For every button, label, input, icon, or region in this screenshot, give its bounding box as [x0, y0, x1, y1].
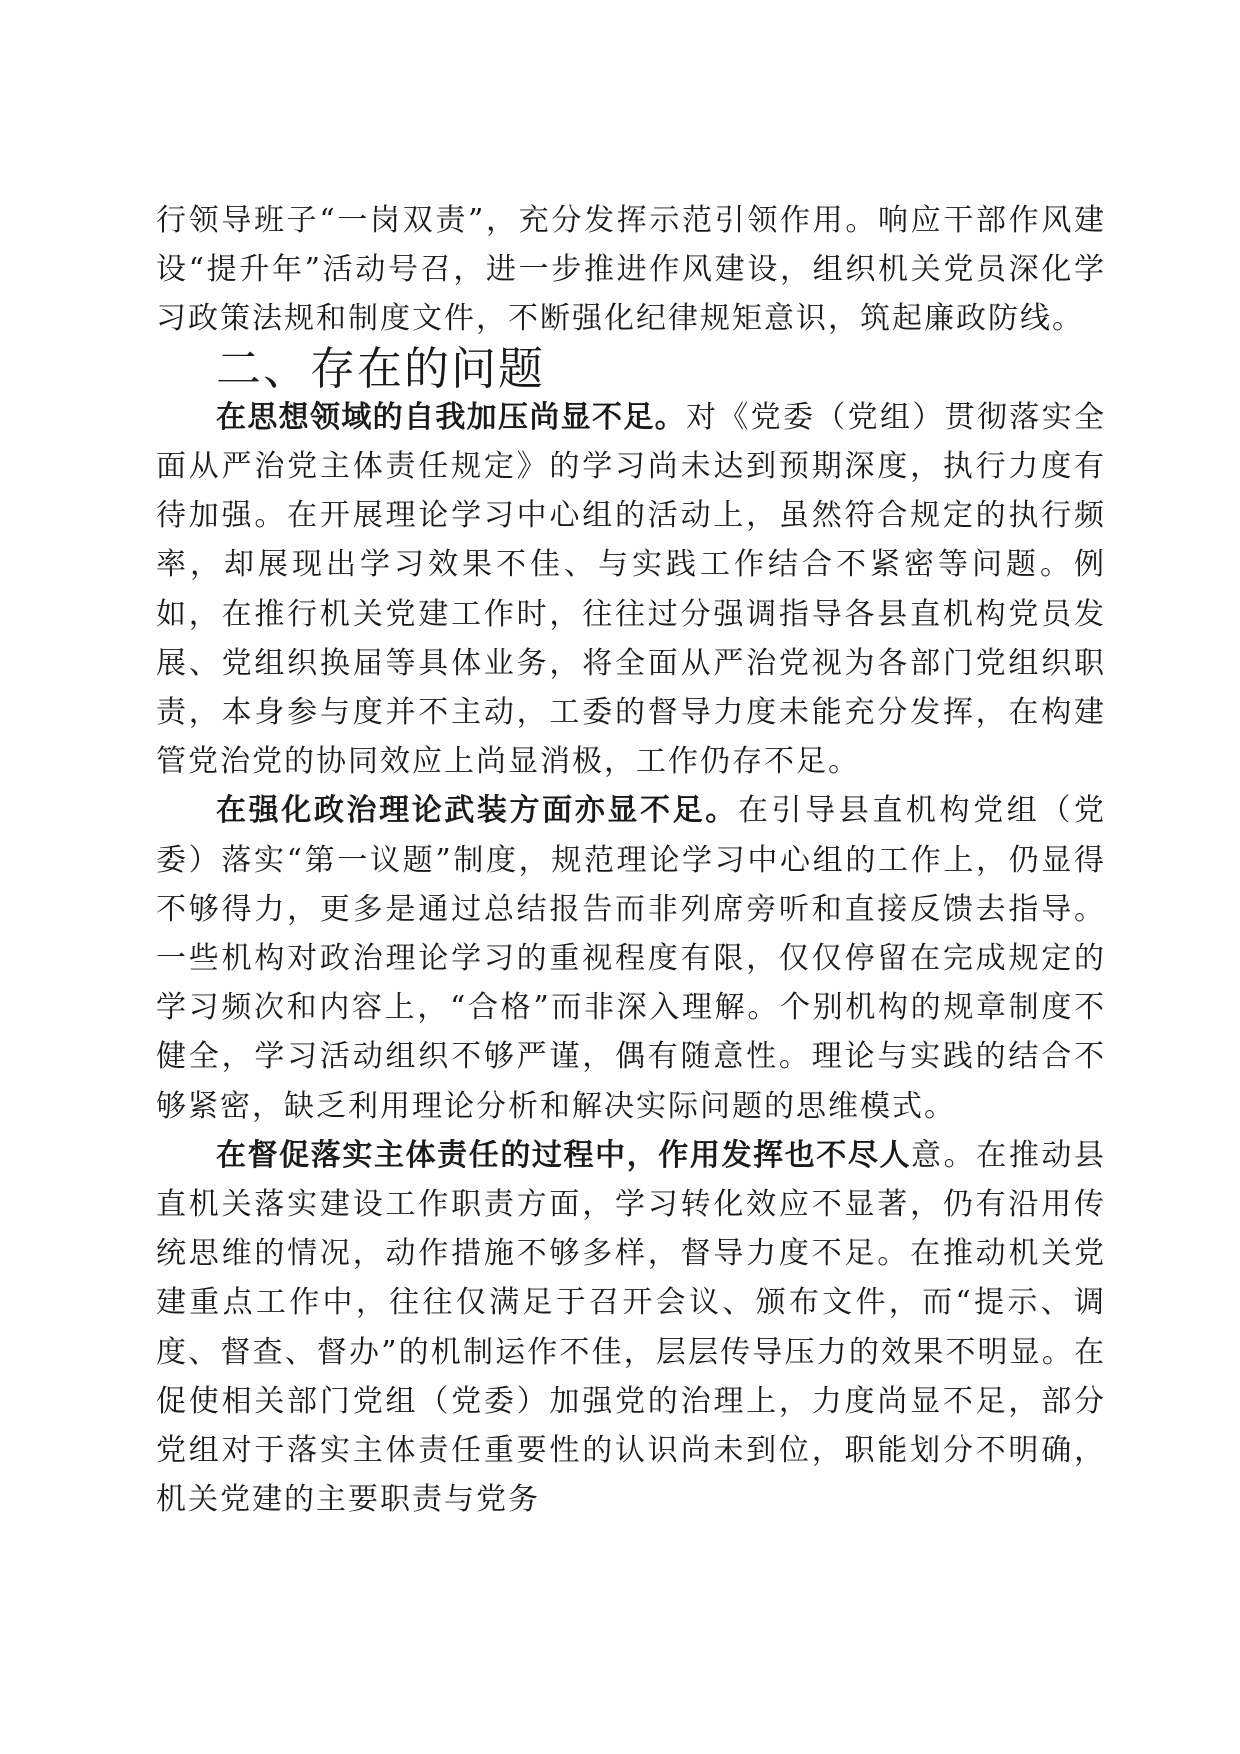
document-page	[156, 196, 1106, 1524]
issue-lead-1: 在思想领域的自我加压尚显不足。	[216, 399, 686, 435]
issue-lead-3: 在督促落实主体责任的过程中，作用发挥也不尽人	[216, 1137, 912, 1173]
issue-paragraph-2	[156, 786, 1106, 1130]
issue-body-1: 对《党委（党组）贯彻落实全面从严治党主体责任规定》的学习尚未达到预期深度，执行力度有待加强。在开展理论学习中心组的活动上，虽然符合规定的执行频率，却展现出学习效果不佳、与实践工作结合不紧密等问题。例如，在推行机关党建工作时，往往过分强调指导各县直机构党员发展、党组织换届等具体业务，将全面从严治党视为各部门党组织职责，本身参与度并不主动，工委的督导力度未能充分发挥，在构建管党治党的协同效应上尚显消极，工作仍存不足。	[156, 399, 1106, 780]
issue-body-3: 意。在推动县直机关落实建设工作职责方面，学习转化效应不显著，仍有沿用传统思维的情况，动作措施不够多样，督导力度不足。在推动机关党建重点工作中，往往仅满足于召开会议、颁布文件，而“提示、调度、督查、督办”的机制运作不佳，层层传导压力的效果不明显。在促使相关部门党组（党委）加强党的治理上，力度尚显不足，部分党组对于落实主体责任重要性的认识尚未到位，职能划分不明确，机关党建的主要职责与党务	[156, 1137, 1107, 1518]
intro-paragraph: 行领导班子“一岗双责”，充分发挥示范引领作用。响应干部作风建设“提升年”活动号召，进一步推进作风建设，组织机关党员深化学习政策法规和制度文件，不断强化纪律规矩意识，筑起廉政防线。	[156, 203, 1106, 337]
section-heading: 二、存在的问题	[216, 341, 546, 395]
issue-lead-2: 在强化政治理论武装方面亦显不足。	[216, 793, 738, 829]
issue-paragraph-3	[156, 1131, 1106, 1525]
issue-paragraph-1	[156, 393, 1106, 787]
issue-body-2: 在引导县直机构党组（党委）落实“第一议题”制度，规范理论学习中心组的工作上，仍显得不够得力，更多是通过总结报告而非列席旁听和直接反馈去指导。一些机构对政治理论学习的重视程度有限，仅仅停留在完成规定的学习频次和内容上，“合格”而非深入理解。个别机构的规章制度不健全，学习活动组织不够严谨，偶有随意性。理论与实践的结合不够紧密，缺乏利用理论分析和解决实际问题的思维模式。	[156, 793, 1107, 1124]
